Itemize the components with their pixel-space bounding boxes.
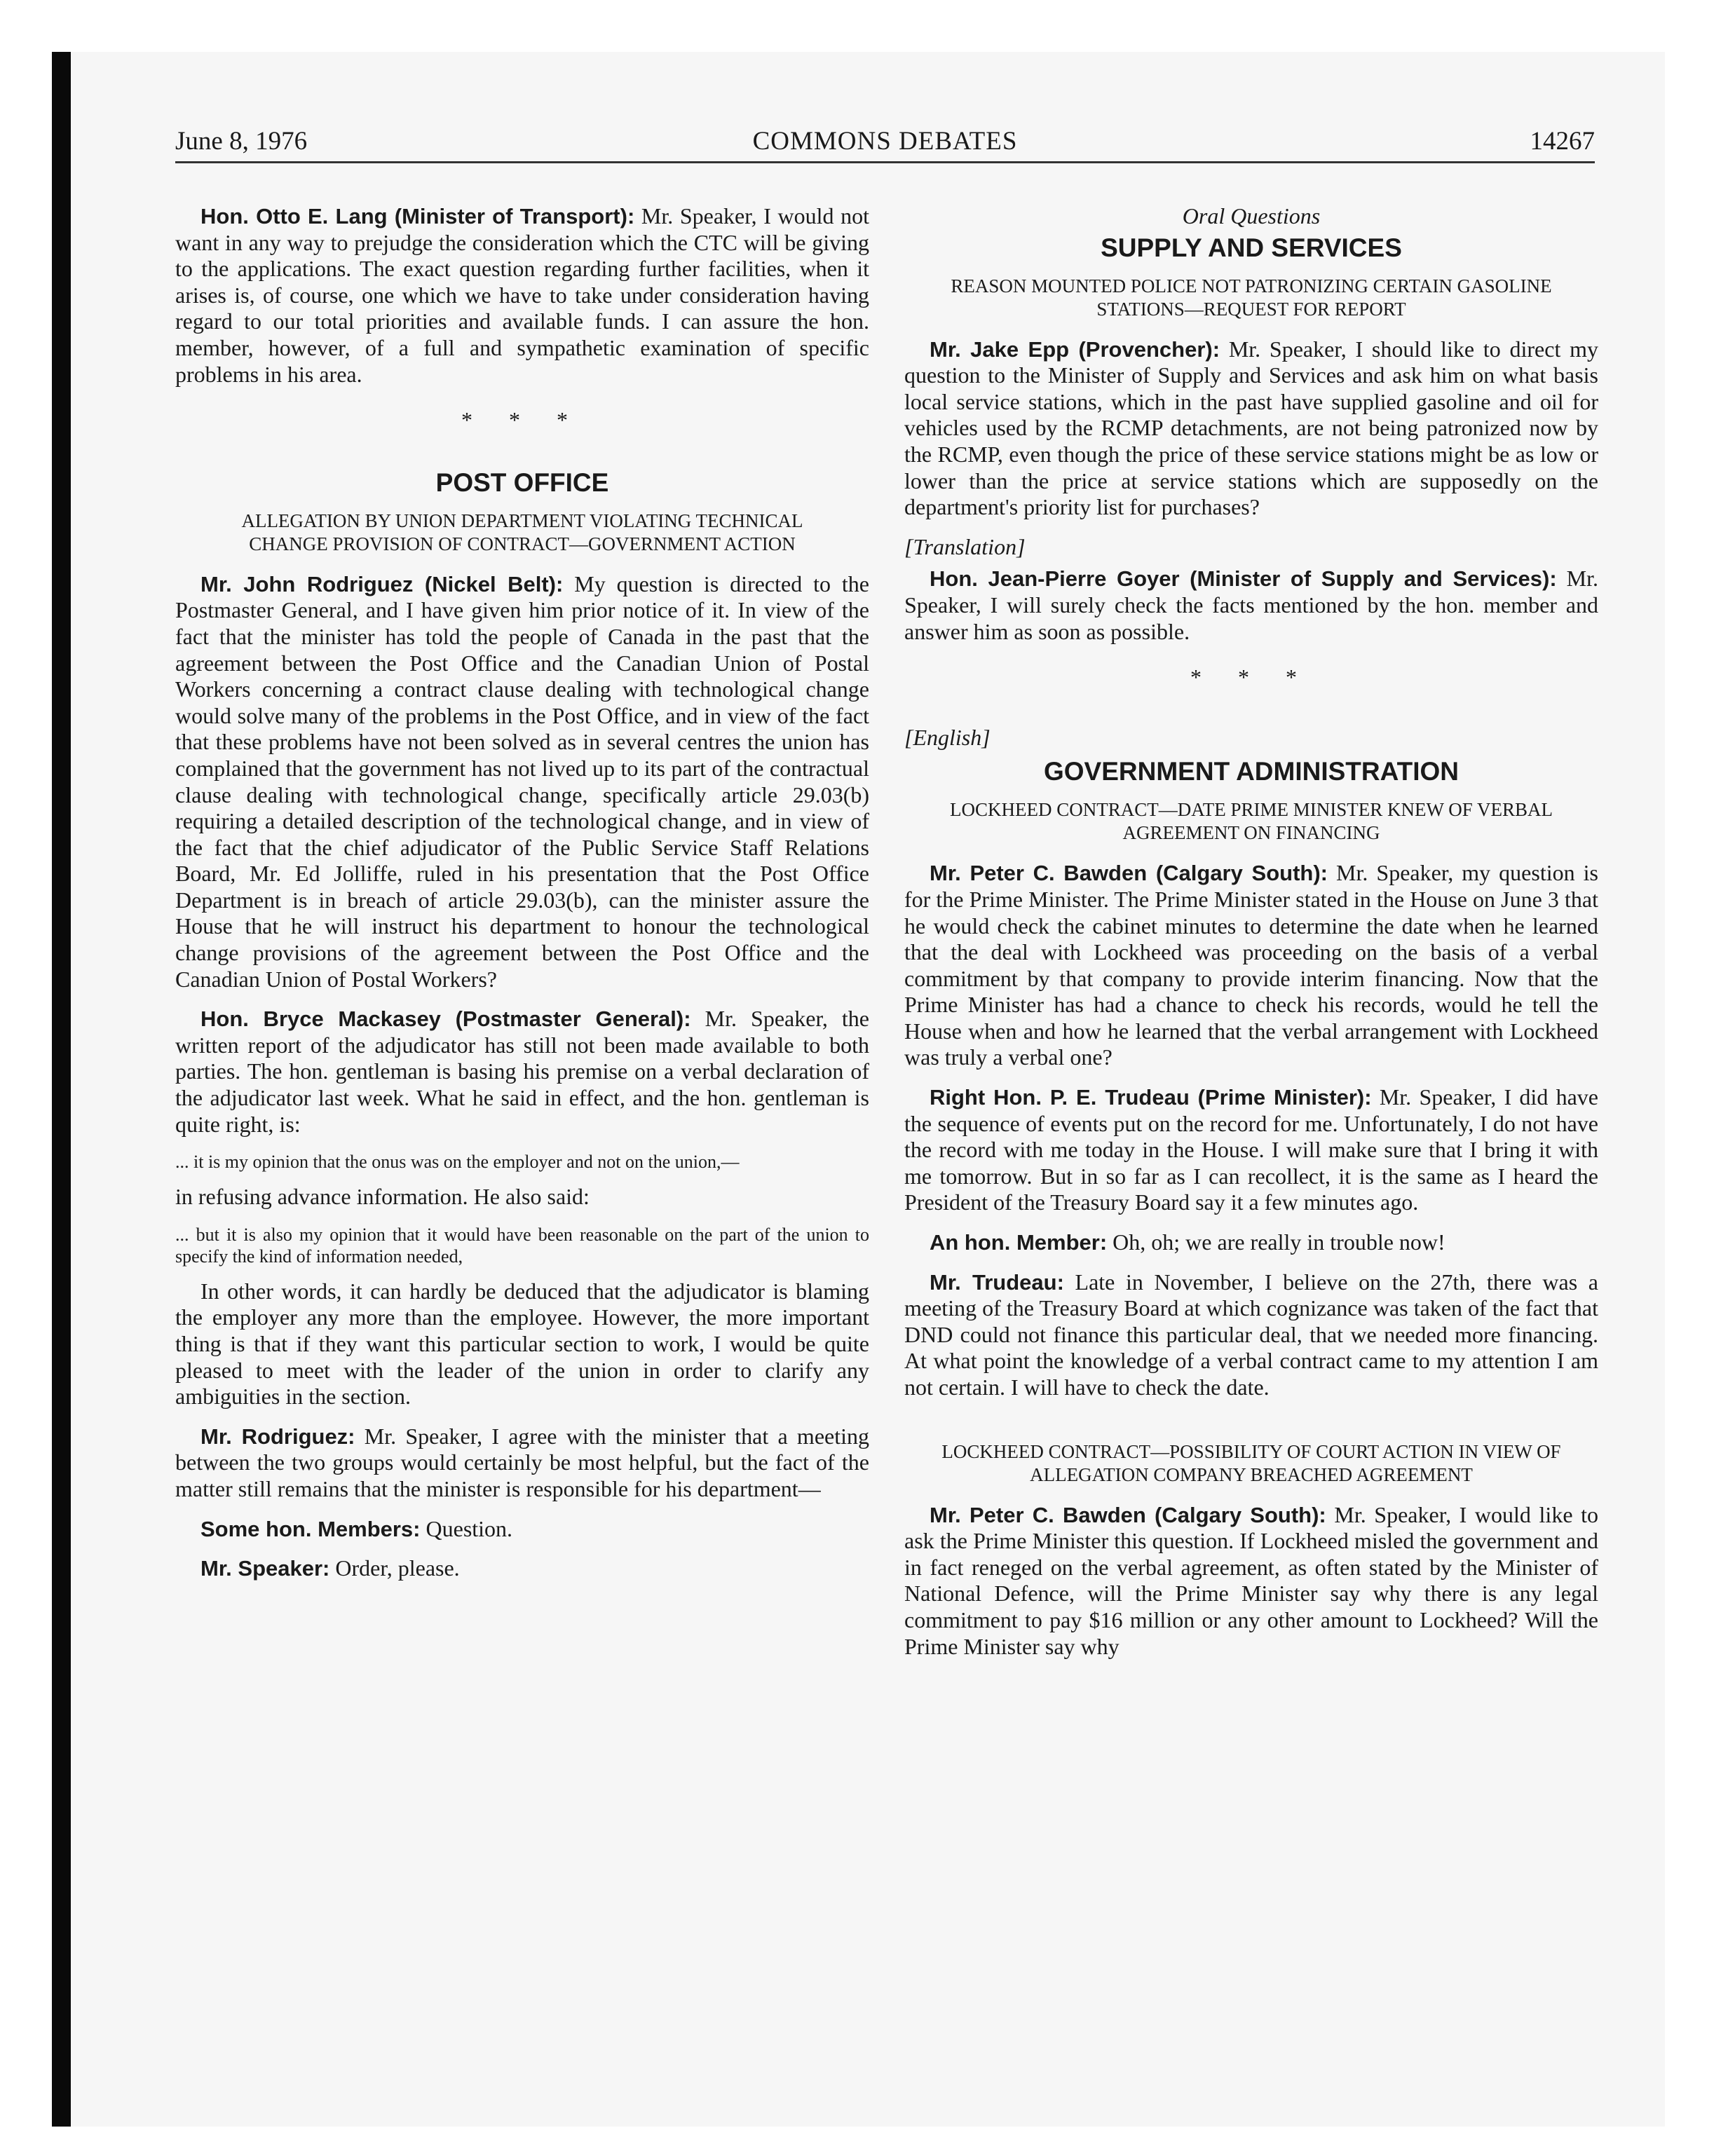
speech-text: Mr. Speaker, I will surely check the facts mentioned by the hon. member and answer him as soon as possible.: [904, 566, 1599, 644]
scan-edge-bar: [52, 52, 71, 2127]
paragraph: In other words, it can hardly be deduced that the adjudicator is blaming the employer any more than the employee. However, the more important thing is that if they want this particular section to work, I would be quite pleased to meet with the leader of the union in order to clarify any ambiguities in the section.: [175, 1278, 869, 1410]
rubric: Oral Questions: [1182, 203, 1321, 228]
speech-text: Mr. Speaker, I would not want in any way to prejudge the consideration which the CTC will be giving to the applications. The exact question regarding further facilities, when it arises is, of course, one which we have to take under consideration having regard to our total priorities and available funds. I can assure the hon. member, however, of a full and sympathetic examination of specific problems in his area.: [175, 203, 869, 387]
speech-text: Mr. Speaker, I should like to direct my question to the Minister of Supply and Services and ask him on what basis local service stations, which in the past have supplied gasoline and oil for vehicles used by the RCMP detachments, are not being patronized now by the RCMP, even though the price of these service stations might be as low or lower than the price at service stations which are supposedly on the department's priority list for purchases?: [904, 336, 1599, 520]
header-title: COMMONS DEBATES: [752, 127, 1018, 156]
speech-text: Mr. Speaker, I did have the sequence of events put on the record for me. Unfortunately, I do not have the record with me today in the House. I will make sure that I bring it with me tomorrow. But in so far as I can recollect, it is the same as I heard the President of the Treasury Board say it a few minutes ago.: [904, 1084, 1599, 1215]
speech-text: Mr. Speaker, my question is for the Prime Minister. The Prime Minister stated in the House on June 3 that he would check the cabinet minutes to determine the date when he learned that the deal with Lockheed was proceeding on the basis of a verbal commitment by that company to provide interim financing. Now that the Prime Minister has had a chance to check his records, would he tell the House when and how he learned that the verbal arrangement with Lockheed was truly a verbal one?: [904, 860, 1599, 1070]
speech-text: Late in November, I believe on the 27th, there was a meeting of the Treasury Board at which cognizance was taken of the fact that DND could not finance this particular deal, that we needed more financing. At what point the knowledge of a verbal contract came to my attention I am not certain. I will have to check the date.: [904, 1269, 1598, 1400]
paragraph: [904, 1269, 1598, 1401]
speech-text: Mr. Speaker, the written report of the adjudicator has still not been made available to both parties. The hon. gentleman is basing his premise on a verbal declaration of the adjudicator last week. What he said in effect, and the hon. gentleman is quite right, is:: [175, 1006, 870, 1137]
paragraph: [175, 1555, 869, 1582]
left-column: [175, 203, 869, 1595]
speech-text: Oh, oh; we are really in trouble now!: [1113, 1229, 1445, 1255]
paragraph: [175, 1006, 869, 1138]
speaker-name: An hon. Member:: [930, 1230, 1108, 1255]
paragraph: [175, 1516, 869, 1543]
section-heading: POST OFFICE: [435, 468, 609, 497]
speech-text: Mr. Speaker, I would like to ask the Prime Minister this question. If Lockheed misled the government and in fact reneged on the verbal agreement, as often stated by the Minister of National Defence, will the Prime Minister say why there is any legal commitment to pay $16 million or any other amount to Lockheed? Will the Prime Minister say why: [904, 1501, 1599, 1659]
section-heading: SUPPLY AND SERVICES: [1101, 233, 1402, 262]
block-quote: ... but it is also my opinion that it would have been reasonable on the part of the union to specify the kind of information needed,: [175, 1224, 869, 1267]
language-marker: [Translation]: [904, 533, 1026, 559]
speaker-name: Mr. Speaker:: [200, 1556, 330, 1581]
paragraph: [904, 1229, 1598, 1256]
speaker-name: Mr. Trudeau:: [930, 1269, 1064, 1295]
subheading: REASON MOUNTED POLICE NOT PATRONIZING CERTAIN GASOLINE STATIONS—REQUEST FOR REPORT: [951, 275, 1552, 320]
header-date: June 8, 1976: [175, 127, 308, 156]
paragraph: [904, 566, 1598, 645]
section-separator: * * *: [461, 407, 583, 433]
speaker-name: Hon. Bryce Mackasey (Postmaster General):: [200, 1007, 691, 1032]
speaker-name: Mr. Jake Epp (Provencher):: [930, 336, 1220, 362]
block-quote: ... it is my opinion that the onus was on the employer and not on the union,—: [175, 1152, 740, 1173]
subheading: ALLEGATION BY UNION DEPARTMENT VIOLATING TECHNICAL CHANGE PROVISION OF CONTRACT—GOVERNMENT ACTION: [241, 510, 803, 554]
speaker-name: Some hon. Members:: [200, 1516, 421, 1541]
right-column: [904, 203, 1598, 1673]
paragraph: [904, 1084, 1598, 1216]
page-header: [175, 126, 1595, 160]
paragraph: [904, 860, 1598, 1071]
speech-text: Question.: [426, 1515, 513, 1541]
paragraph: [175, 571, 869, 993]
speaker-name: Right Hon. P. E. Trudeau (Prime Minister):: [930, 1085, 1372, 1110]
section-separator: * * *: [1190, 664, 1312, 690]
speech-text: My question is directed to the Postmaster General, and I have given him prior notice of it. In view of the fact that the minister has told the people of Canada in the past that the agreement between the Post Office and the Canadian Union of Postal Workers concerning a contract clause dealing with technological change would solve many of the problems in the Post Office, and in view of the fact that these problems have not been solved as in several centres the union has complained that the government has not lived up to its part of the contractual clause dealing with technological change, specifically article 29.03(b) requiring a detailed description of the technological change, and in view of the fact that the chief adjudicator of the Public Service Staff Relations Board, Mr. Ed Jolliffe, ruled in his presentation that the Post Office Department is in breach of article 29.03(b), can the minister assure the House that he will instruct his department to honour the technological change provisions of the agreement between the Post Office and the Canadian Union of Postal Workers?: [175, 571, 870, 992]
paragraph: [175, 1424, 869, 1503]
paragraph: [904, 336, 1598, 521]
speech-text: Order, please.: [335, 1555, 460, 1581]
speaker-name: Hon. Otto E. Lang (Minister of Transport):: [200, 204, 635, 228]
speaker-name: Mr. John Rodriguez (Nickel Belt):: [200, 571, 564, 596]
subheading: LOCKHEED CONTRACT—POSSIBILITY OF COURT ACTION IN VIEW OF ALLEGATION COMPANY BREACHED AGREEMENT: [941, 1440, 1561, 1485]
section-heading: GOVERNMENT ADMINISTRATION: [1044, 757, 1459, 786]
header-page-number: 14267: [1530, 127, 1595, 156]
speaker-name: Mr. Peter C. Bawden (Calgary South):: [930, 1502, 1326, 1527]
speaker-name: Mr. Rodriguez:: [200, 1424, 355, 1449]
speaker-name: Hon. Jean-Pierre Goyer (Minister of Supply and Services):: [930, 566, 1557, 592]
subheading: LOCKHEED CONTRACT—DATE PRIME MINISTER KNEW OF VERBAL AGREEMENT ON FINANCING: [949, 799, 1553, 844]
speaker-name: Mr. Peter C. Bawden (Calgary South):: [930, 861, 1328, 886]
speech-text: Mr. Speaker, I agree with the minister that a meeting between the two groups would certainly be most helpful, but the fact of the matter still remains that the minister is responsible for his department—: [175, 1423, 870, 1501]
header-rule: [175, 161, 1595, 163]
paragraph: [904, 1502, 1598, 1660]
paragraph: [175, 203, 869, 388]
paragraph: in refusing advance information. He also said:: [175, 1184, 590, 1210]
language-marker: [English]: [904, 724, 991, 750]
